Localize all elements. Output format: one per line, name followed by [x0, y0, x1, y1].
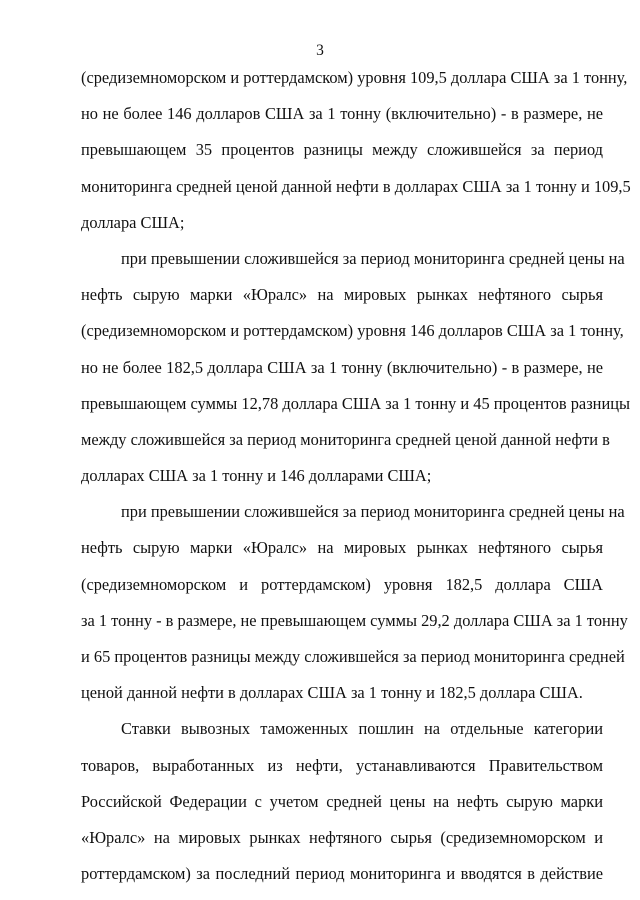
- text-line: Ставки вывозных таможенных пошлин на отдельные категории: [121, 719, 603, 739]
- text-line: но не более 182,5 доллара США за 1 тонну (включительно) - в размере, не: [81, 357, 603, 377]
- text-line: при превышении сложившейся за период мониторинга средней цены на: [121, 248, 625, 268]
- text-line: за 1 тонну - в размере, не превышающем суммы 29,2 доллара США за 1 тонну: [81, 610, 628, 630]
- text-line: мониторинга средней ценой данной нефти в долларах США за 1 тонну и 109,5: [81, 176, 631, 196]
- text-line: при превышении сложившейся за период мониторинга средней цены на: [121, 502, 625, 522]
- paragraph: [81, 60, 631, 241]
- text-line: нефть сырую марки «Юралс» на мировых рынках нефтяного сырья: [81, 285, 603, 305]
- text-line: превышающем 35 процентов разницы между сложившейся за период: [81, 140, 603, 160]
- text-line: доллара США;: [81, 212, 185, 232]
- paragraph: [81, 241, 630, 494]
- text-line: «Юралс» на мировых рынках нефтяного сырья (средиземноморском и: [81, 827, 603, 847]
- text-line: Российской Федерации с учетом средней цены на нефть сырую марки: [81, 791, 603, 811]
- text-line: роттердамском) за последний период мониторинга и вводятся в действие: [81, 864, 603, 884]
- paragraph: [81, 494, 628, 711]
- text-line: (средиземноморском и роттердамском) уровня 146 долларов США за 1 тонну,: [81, 321, 624, 341]
- paragraph: [81, 711, 603, 892]
- text-line: долларах США за 1 тонну и 146 долларами США;: [81, 466, 432, 486]
- text-line: между сложившейся за период мониторинга средней ценой данной нефти в: [81, 429, 610, 449]
- text-line: и 65 процентов разницы между сложившейся за период мониторинга средней: [81, 647, 625, 666]
- document-body: [81, 60, 631, 892]
- text-line: (средиземноморском и роттердамском) уровня 109,5 доллара США за 1 тонну,: [81, 68, 628, 87]
- text-line: превышающем суммы 12,78 доллара США за 1 тонну и 45 процентов разницы: [81, 393, 630, 413]
- text-line: товаров, выработанных из нефти, устанавливаются Правительством: [81, 755, 603, 775]
- page-number: 3: [316, 42, 324, 59]
- text-line: (средиземноморском и роттердамском) уровня 182,5 доллара США: [81, 574, 603, 594]
- text-line: ценой данной нефти в долларах США за 1 тонну и 182,5 доллара США.: [81, 683, 583, 703]
- text-line: но не более 146 долларов США за 1 тонну (включительно) - в размере, не: [81, 104, 603, 124]
- text-line: нефть сырую марки «Юралс» на мировых рынках нефтяного сырья: [81, 538, 603, 558]
